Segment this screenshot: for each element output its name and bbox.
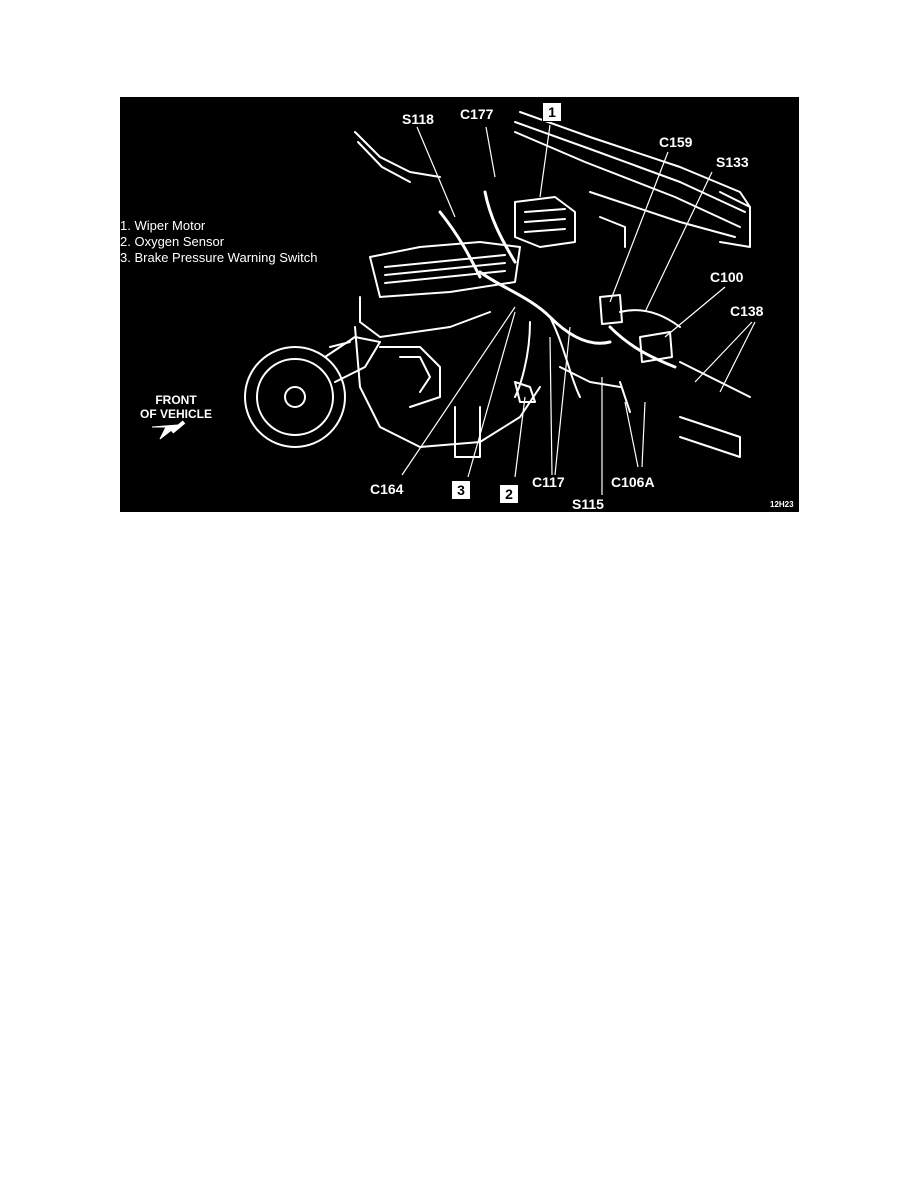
- legend-item-oxygen-sensor: 2. Oxygen Sensor: [120, 234, 225, 249]
- label-s118: S118: [402, 111, 434, 127]
- callout-box-1: 1: [543, 103, 561, 121]
- label-s133: S133: [716, 154, 749, 170]
- legend-item-wiper-motor: 1. Wiper Motor: [120, 218, 206, 233]
- engine-compartment-diagram: [120, 97, 799, 512]
- label-c159: C159: [659, 134, 693, 150]
- label-c138: C138: [730, 303, 764, 319]
- component-legend: [120, 218, 318, 266]
- label-c100: C100: [710, 269, 744, 285]
- label-s115: S115: [572, 496, 604, 512]
- label-c117: C117: [532, 474, 565, 490]
- callout-box-2: 2: [500, 485, 518, 503]
- engine-line-art: [120, 97, 799, 512]
- legend-item-brake-switch: 3. Brake Pressure Warning Switch: [120, 250, 318, 265]
- callout-box-3: 3: [452, 481, 470, 499]
- front-of-vehicle-label: FRONT OF VEHICLE: [139, 393, 212, 421]
- figure-code: 12H23: [770, 500, 794, 509]
- label-c164: C164: [370, 481, 404, 497]
- label-c106a: C106A: [611, 474, 655, 490]
- label-c177: C177: [460, 106, 494, 122]
